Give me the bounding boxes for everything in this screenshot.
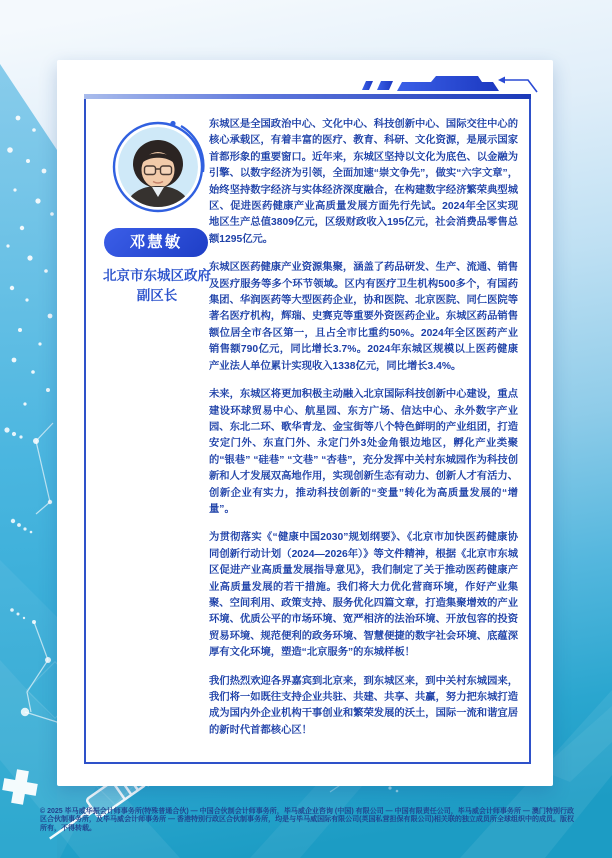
paragraph-5: 我们热烈欢迎各界嘉宾到北京来，到东城区来，到中关村东城园来，我们将一如既往支持企业共驻、共建、共享、共赢，努力把东城打造成为国内外企业机构干事创业和繁荣发展的沃土，国际一流和谐宜居的新时代首都核心区！ <box>209 675 518 736</box>
arrow-icon <box>498 77 537 93</box>
speech-text <box>209 117 518 739</box>
speaker-title-line2: 副区长 <box>136 288 178 303</box>
paragraph-1: 东城区是全国政治中心、文化中心、科技创新中心、国际交往中心的核心承载区，有着丰富的医疗、教育、科研、文化资源，是展示国家首都形象的重要窗口。近年来，东城区坚持以文化为底色、以金融为引擎、以数字经济为引领，全面加速“崇文争先”，做实“六字文章”，始终坚持数字经济与实体经济深度融合，在构建数字经济繁荣典型城区、促进医药健康产业高质量发展方面先行先试。2024年全区实现地区生产总值3809亿元，区级财政收入195亿元，社会消费品零售总额1295亿元。 <box>209 119 518 245</box>
content-card <box>57 60 553 786</box>
speaker-photo <box>111 120 205 214</box>
paragraph-3: 未来，东城区将更加积极主动融入北京国际科技创新中心建设，重点建设环球贸易中心、航星园、东方广场、信达中心、永外数字产业园、东北二环、歌华青龙、金宝街等八个特色鲜明的产业组团，打造安定门外、东直门外、永定门外3处金角银边地区，孵化产业类聚的“银巷” “硅巷” “文巷” “杏巷”，充分发挥中关村东城园作为科技创新和人才发展双高地作用，实现创新生态有动力、创新人才有活力、创新企业有实力，推动科技创新的“变量”转化为高质量发展的“增量”。 <box>209 389 518 515</box>
speech-panel <box>84 99 531 764</box>
paragraph-2: 东城区医药健康产业资源集聚，涵盖了药品研发、生产、流通、销售及医疗服务等多个环节领域。区内有医疗卫生机构500多个，有国药集团、华润医药等大型医药企业，协和医院、北京医院、同仁医院等著名医疗机构，辉瑞、史赛克等重要外资医药企业。东城区药品销售额位居全市各区第一，且占全市比重约50%。2024年全区医药产业销售额790亿元，同比增长3.7%。2024年东城区规模以上医药健康产业法人单位累计实现收入1338亿元，同比增长3.4%。 <box>209 262 518 372</box>
speaker-name-badge: 邓慧敏 <box>104 228 208 257</box>
speaker-title <box>86 266 228 306</box>
footer-copyright: © 2025 毕马威华振会计师事务所(特殊普通合伙) — 中国合伙制会计师事务所，毕马威企业咨询 (中国) 有限公司 — 中国有限责任公司，毕马威会计师事务所 — 澳门特别行政区合伙制事务所，及毕马威会计师事务所 — 香港特别行政区合伙制事务所，均是与毕马威国际有限公司(英国私营担保有限公司)相关联的独立成员所全球组织中的成员。版权所有，不得转载。 <box>40 808 574 832</box>
paragraph-4: 为贯彻落实《“健康中国2030”规划纲要》、《北京市加快医药健康协同创新行动计划（2024—2026年）》等文件精神，根据《北京市东城区促进产业高质量发展指导意见》，我们制定了关于推动医药健康产业高质量发展的若干措施。我们将大力优化营商环境，作好产业集聚、空间利用、政策支持、服务优化四篇文章，打造集聚增效的产业环境、优质公平的市场环境、宽严相济的法治环境、开放包容的投资贸易环境、规范便利的政务环境、智慧便捷的数字社会环境、底蕴深厚有文化环境，塑造“北京服务”的东城样板！ <box>209 532 518 659</box>
speaker-title-line1: 北京市东城区政府 <box>103 268 211 283</box>
